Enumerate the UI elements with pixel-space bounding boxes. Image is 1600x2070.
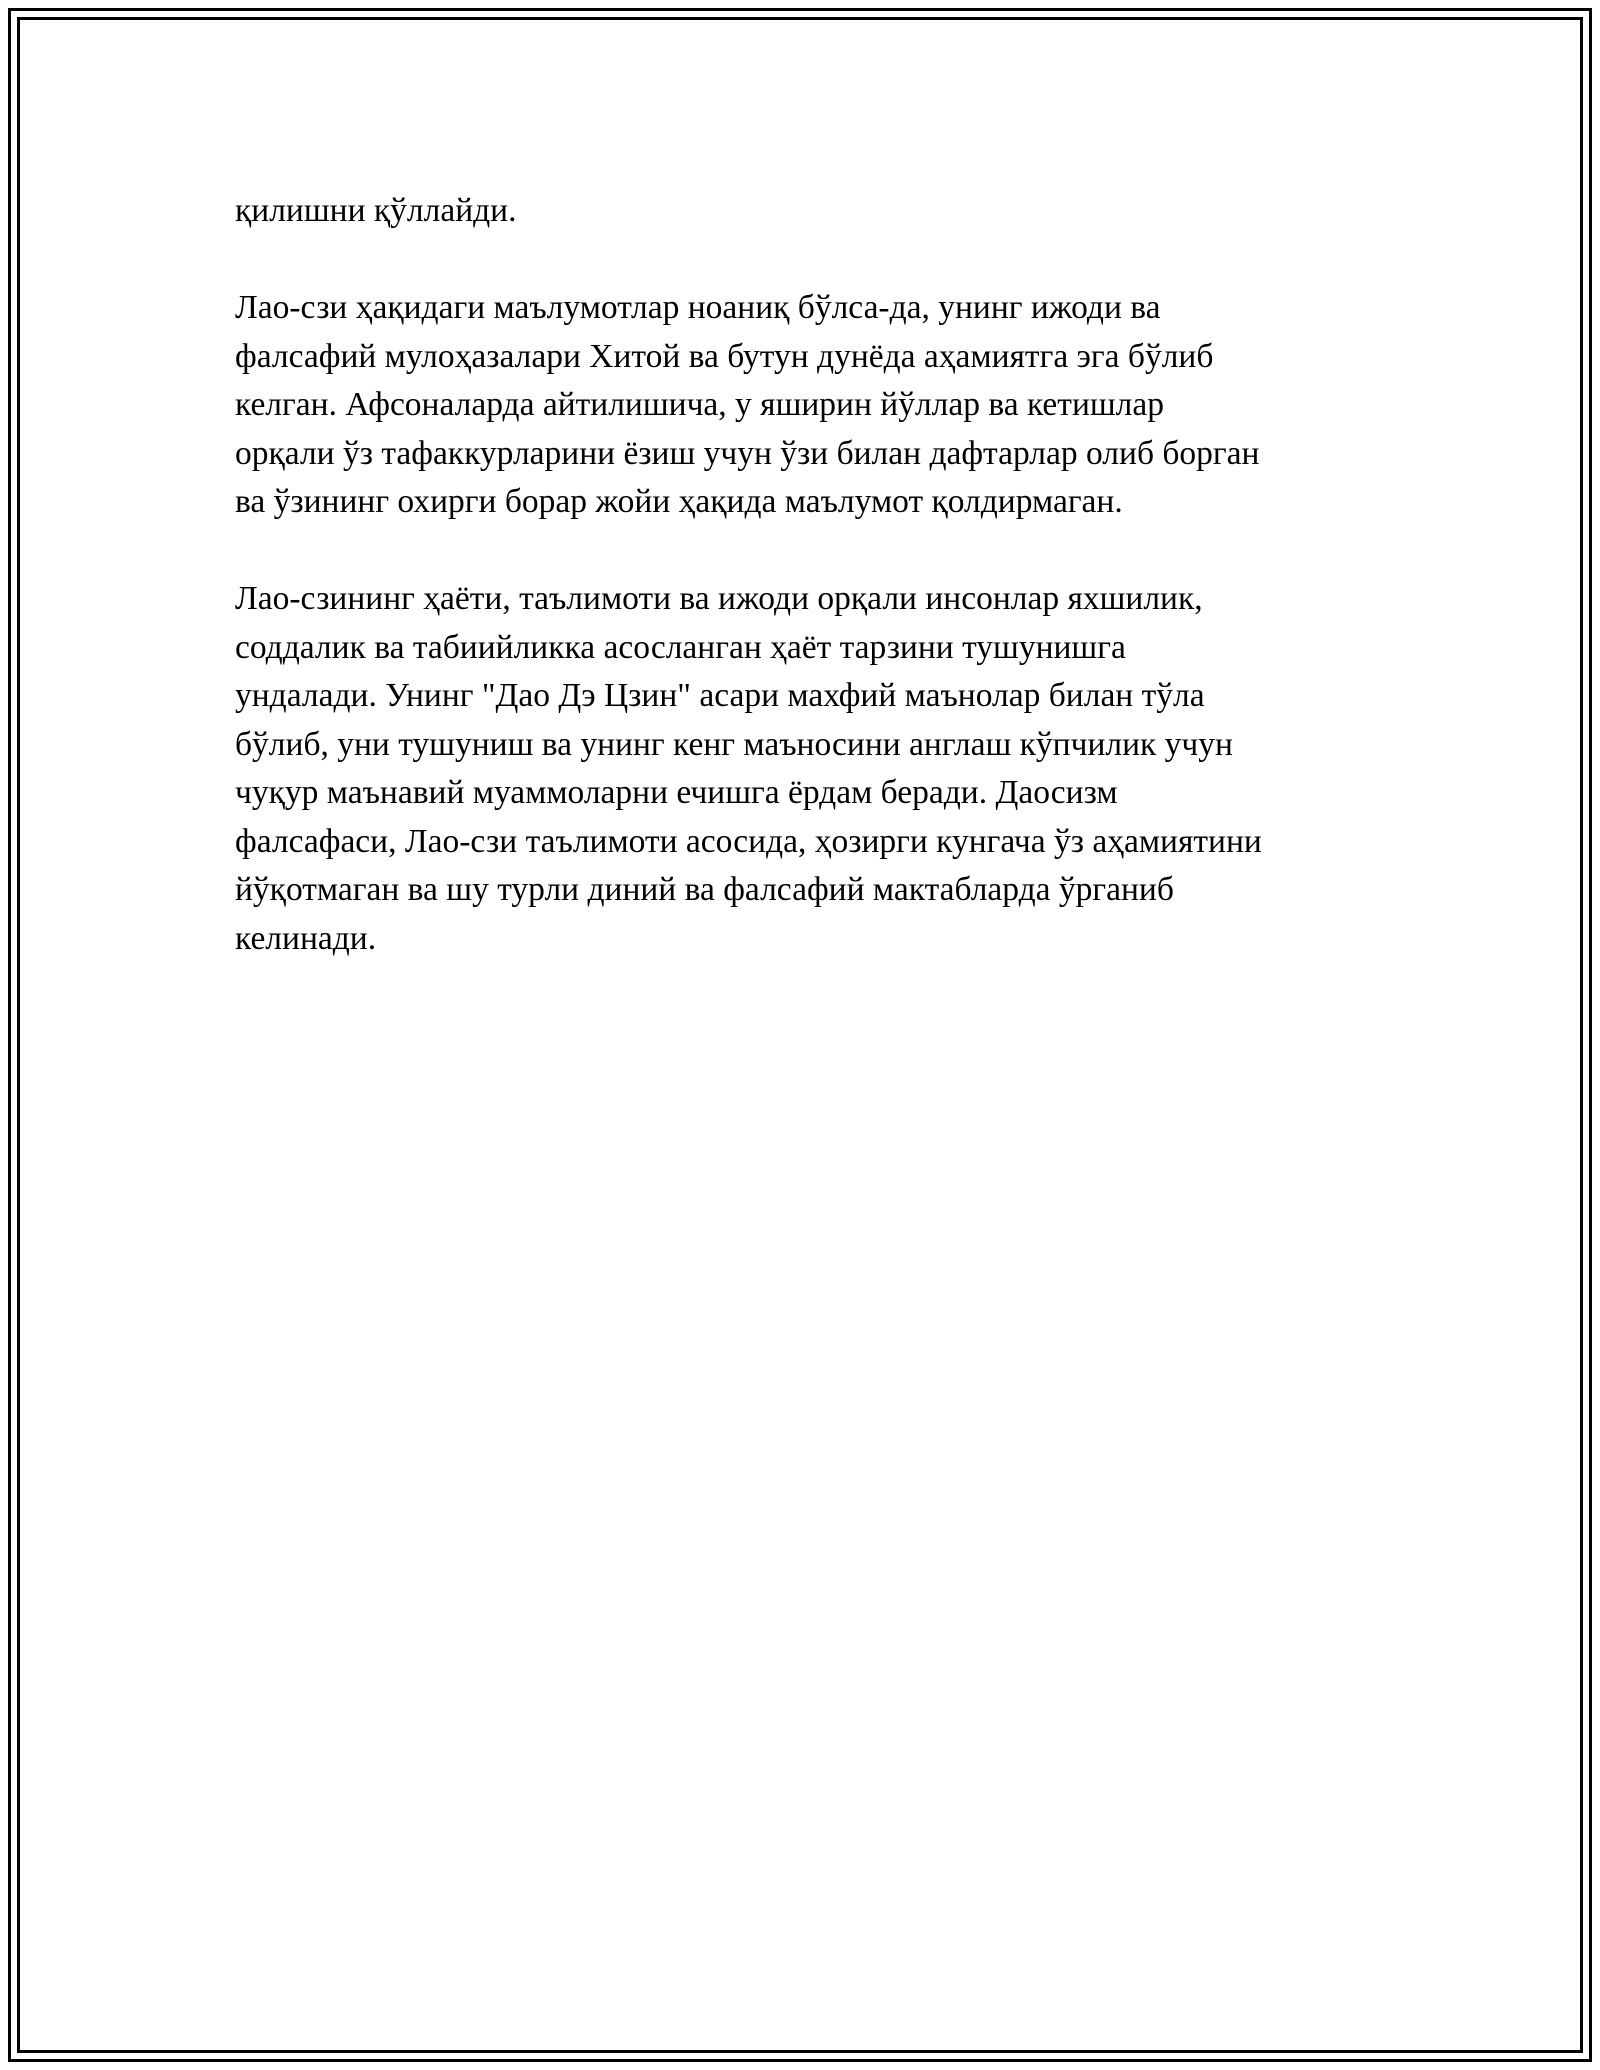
text-line: йўқотмаган ва шу турли диний ва фалсафий мактабларда ўрганиб bbox=[235, 871, 1174, 908]
text-line: Лао-сзи ҳақидаги маълумотлар ноаниқ бўлса-да, унинг ижоди ва bbox=[235, 289, 1161, 326]
text-line: фалсафий мулоҳазалари Хитой ва бутун дунёда аҳамиятга эга бўлиб bbox=[235, 337, 1214, 375]
text-line: келган. Афсоналарда айтилишича, у яширин йўллар ва кетишлар bbox=[235, 386, 1165, 423]
text-line: ундалади. Унинг "Дао Дэ Цзин" асари махфий маънолар билан тўла bbox=[235, 677, 1205, 714]
paragraph-1 bbox=[235, 187, 1375, 236]
text-line: орқали ўз тафаккурларини ёзиш учун ўзи билан дафтарлар олиб борган bbox=[235, 434, 1260, 472]
text-line: чуқур маънавий муаммоларни ечишга ёрдам беради. Даосизм bbox=[235, 774, 1118, 811]
text-line: қилишни қўллайди. bbox=[235, 192, 517, 229]
text-line: бўлиб, уни тушуниш ва унинг кенг маъносини англаш кўпчилик учун bbox=[235, 725, 1233, 763]
document-body bbox=[235, 187, 1375, 1012]
text-line: соддалик ва табиийликка асосланган ҳаёт тарзини тушунишга bbox=[235, 628, 1126, 666]
text-line: Лао-сзининг ҳаёти, таълимоти ва ижоди орқали инсонлар яхшилик, bbox=[235, 580, 1203, 617]
text-line: ва ўзининг охирги борар жойи ҳақида маълумот қолдирмаган. bbox=[235, 483, 1123, 520]
paragraph-3 bbox=[235, 575, 1375, 963]
paragraph-2 bbox=[235, 284, 1375, 527]
text-line: фалсафаси, Лао-сзи таълимоти асосида, ҳозирги кунгача ўз аҳамиятини bbox=[235, 822, 1262, 860]
text-line: келинади. bbox=[235, 919, 377, 957]
